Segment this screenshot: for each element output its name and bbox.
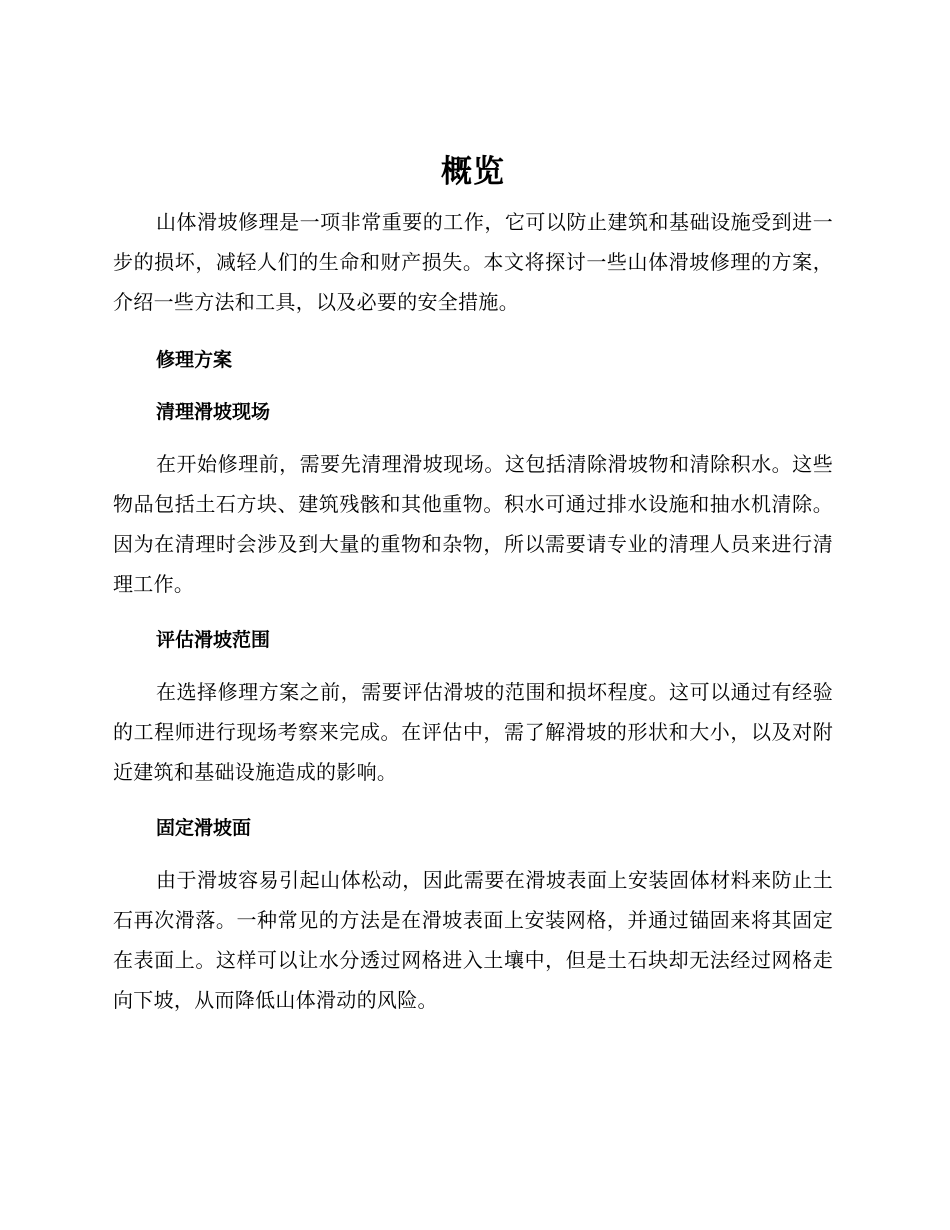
section-heading-fix-surface: 固定滑坡面 [156,817,252,839]
section-heading-clear-site: 清理滑坡现场 [156,401,271,423]
section-heading-repair-plan: 修理方案 [156,349,233,371]
section-paragraph-assess-scope: 在选择修理方案之前，需要评估滑坡的范围和损坏程度。这可以通过有经验的工程师进行现场考察来完成。在评估中，需了解滑坡的形状和大小，以及对附近建筑和基础设施造成的影响。 [113,680,833,784]
section-heading-assess-scope: 评估滑坡范围 [156,629,271,651]
section-paragraph-fix-surface: 由于滑坡容易引起山体松动，因此需要在滑坡表面上安装固体材料来防止土石再次滑落。一种常见的方法是在滑坡表面上安装网格，并通过锚固来将其固定在表面上。这样可以让水分透过网格进入土壤中，但是土石块却无法经过网格走向下坡，从而降低山体滑动的风险。 [113,868,833,1012]
intro-paragraph: 山体滑坡修理是一项非常重要的工作，它可以防止建筑和基础设施受到进一步的损坏，减轻人们的生命和财产损失。本文将探讨一些山体滑坡修理的方案，介绍一些方法和工具，以及必要的安全措施。 [113,210,833,314]
document-title: 概览 [441,154,505,190]
document-body [113,148,833,1020]
section-paragraph-clear-site: 在开始修理前，需要先清理滑坡现场。这包括清除滑坡物和清除积水。这些物品包括土石方块、建筑残骸和其他重物。积水可通过排水设施和抽水机清除。因为在清理时会涉及到大量的重物和杂物，所以需要请专业的清理人员来进行清理工作。 [113,452,833,596]
